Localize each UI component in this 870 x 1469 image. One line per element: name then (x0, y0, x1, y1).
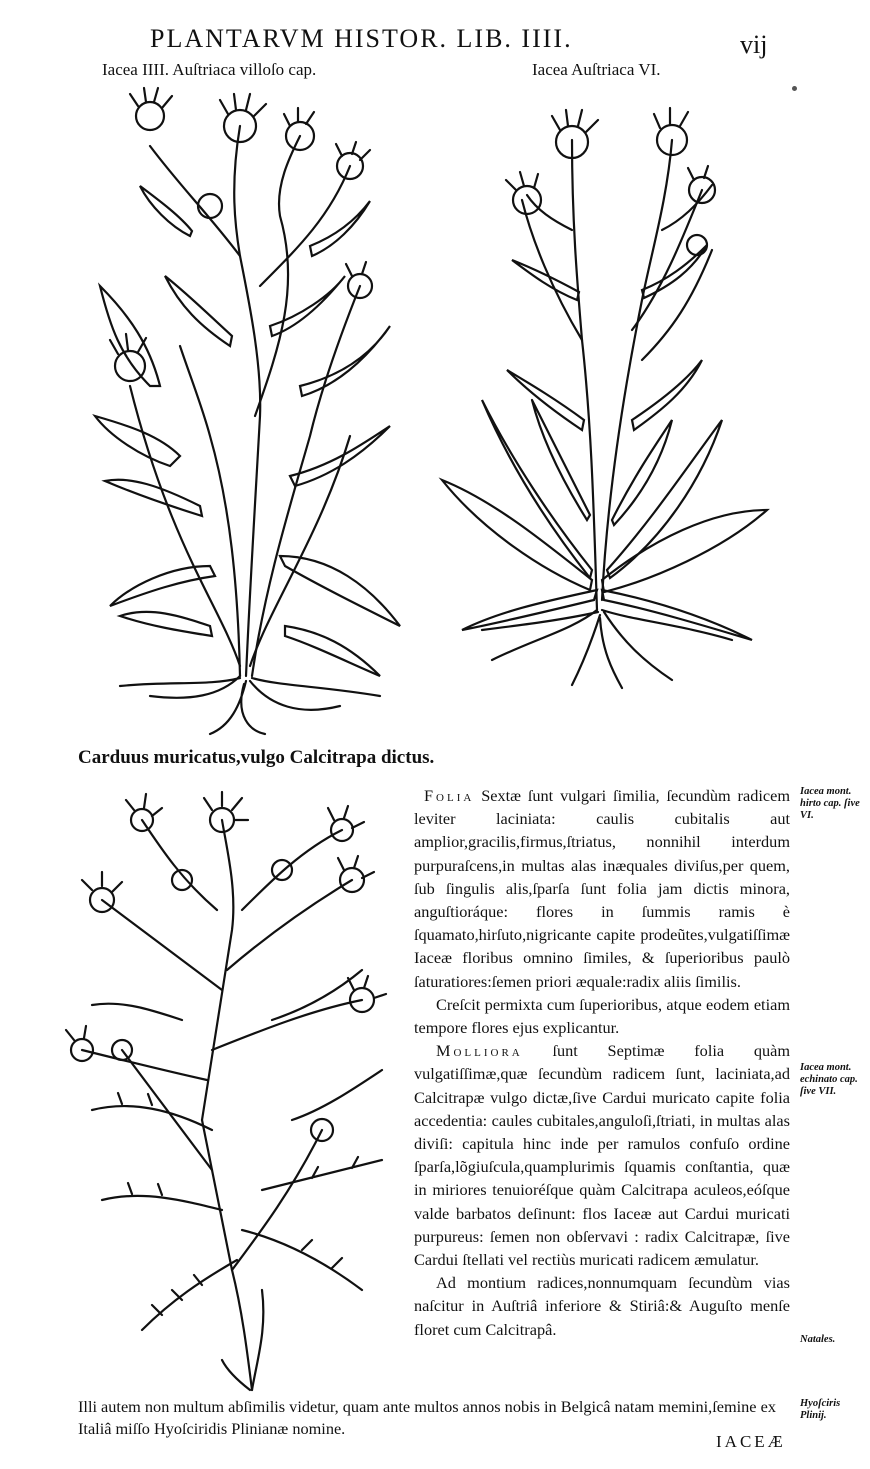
thistle-woodcut-icon (62, 790, 402, 1395)
figure-3-caption: Carduus muricatus,vulgo Calcitrapa dictus. (78, 747, 435, 768)
bottom-paragraph: Illi autem non multum abſimilis videtur, quam ante multos annos nobis in Belgicâ natam memini,ſemine ex Italiâ miſſo Hyoſciridis Plinianæ nomine. (78, 1397, 776, 1438)
paragraph-1-text: Sextæ ſunt vulgari ſimilia, ſecundùm radicem leviter laciniata: caulis cubitalis aut amplior,gracilis,firmus,ſtriatus, nonnihil interdum purpuraſcens,in multas alas inæquales diviſus,per quem, ſub ſingulis alis,ſparſa ſunt folia jam dictis minora, anguſtioráque: flores in ſummis ramis è ſquamato,hirſuto,nigricante capite prodeũtes,vulgatiſſimæ Iaceæ floribus omnino ſimiles, & ſuperioribus paulò ſaturatiores:ſemen priori æquale:radix aliis ſimilis. (414, 786, 790, 991)
margin-note-3: Natales. (800, 1334, 836, 1345)
paragraph-1-lead: Folia (424, 786, 475, 805)
paragraph-2: Creſcit permixta cum ſuperioribus, atque eodem etiam tempore flores ejus explicantur. (414, 994, 790, 1038)
margin-note-2: Iacea mont. echinato cap. ſive VII. (800, 1062, 858, 1097)
margin-note-1: Iacea mont. hirto cap. ſive VI. (800, 786, 860, 821)
paragraph-3-lead: Molliora (436, 1041, 523, 1061)
plant-woodcut-icon (90, 86, 420, 736)
paragraph-4: Ad montium radices,nonnumquam ſecundùm vias naſcitur in Auſtriâ inferiore & Stiriâ:& Auguſto menſe floret cum Calcitrapâ. (414, 1273, 790, 1339)
margin-note-4: Hyoſciris Plinij. (800, 1398, 841, 1421)
figure-2-label: Iacea Auſtriaca VI. (532, 60, 661, 79)
paragraph-3 (414, 1039, 790, 1271)
running-title: PLANTARVM HISTOR. LIB. IIII. (150, 24, 573, 53)
ink-speck (792, 86, 797, 91)
catchword: IACEÆ (716, 1432, 786, 1451)
plant-woodcut-icon (432, 100, 772, 690)
folio-number: vij (740, 30, 768, 59)
body-text-column (414, 784, 790, 1341)
figure-1-label: Iacea IIII. Auſtriaca villoſo cap. (102, 60, 317, 79)
paragraph-1 (414, 784, 790, 993)
paragraph-3-text: ſunt Septimæ folia quàm vulgatiſſimæ,quæ ſecundùm radicem ſunt, laciniata,ad Calcitrapæ vulgo dictæ,ſive Cardui muricato capite folia accedentia: caules cubitales,anguloſi,ſtriati, in multas alas diviſi: capitula hinc inde per ramulos confuſo ordine ſparſa,lõgiuſcula,quamplurimis ſquamis conſtantia, quæ in miriores tenuioréſque quàm Calcitrapa aculeos,eóſque valde barbatos deſinunt: flos Iaceæ aut Cardui muricati purpureus: ſemen non obſervavi : radix Calcitrapæ, ſive Cardui ſtellati vel rectiùs muricati radicem æmulatur. (414, 1041, 790, 1270)
